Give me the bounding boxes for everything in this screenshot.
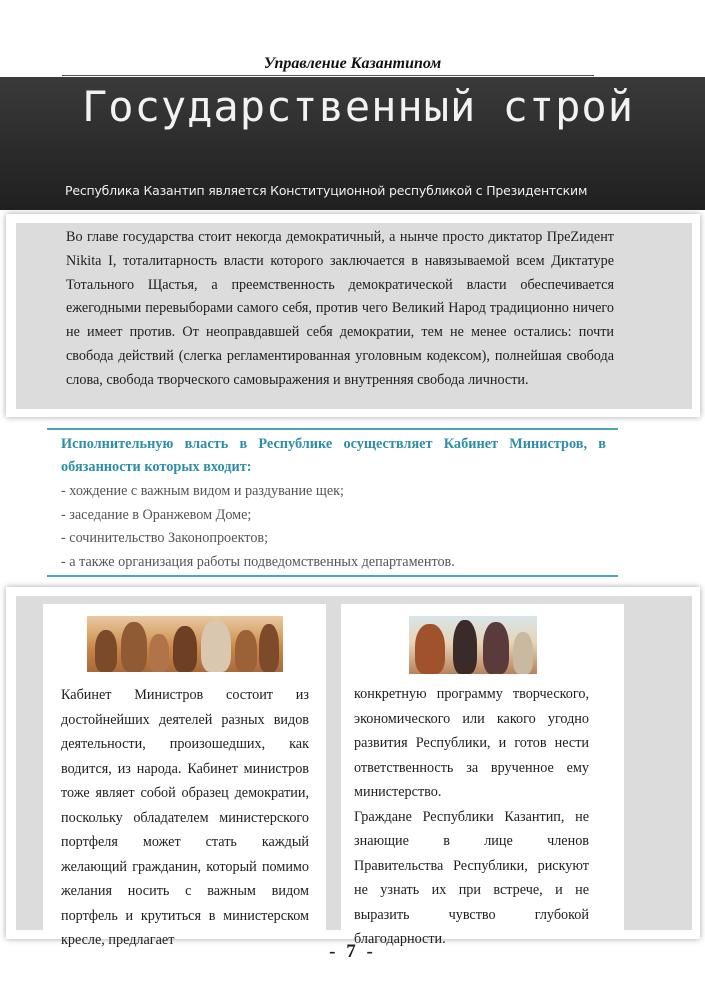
list-item: - сочинительство Законопроектов; (61, 530, 269, 546)
intro-card (6, 214, 700, 417)
intro-panel (16, 223, 692, 409)
cabinet-panel (16, 596, 692, 948)
right-column (341, 604, 624, 947)
photo-figure (259, 624, 279, 672)
photo-figure (513, 632, 533, 674)
photo-figure (121, 622, 147, 672)
page-title: Государственный строй (82, 82, 635, 131)
list-item: - хождение с важным видом и раздувание щек; (61, 483, 344, 499)
cabinet-card (6, 587, 700, 948)
photo-figure (453, 620, 477, 674)
title-banner (0, 77, 705, 210)
photo-figure (149, 634, 169, 672)
page-subtitle: Республика Казантип является Конституционной республикой с Президентским (65, 183, 588, 198)
photo-figure (483, 622, 509, 674)
list-item: - а также организация работы подведомственных департаментов. (61, 553, 455, 570)
festival-crowd-photo (87, 616, 283, 672)
photo-figure (95, 630, 117, 672)
executive-heading: Исполнительную власть в Республике осуществляет Кабинет Министров, в обязанности которых входит: (61, 436, 606, 475)
duties-list (61, 480, 606, 574)
photo-figure (201, 620, 231, 672)
section-rule-top (47, 428, 618, 430)
running-head: Управление Казантипом (263, 55, 442, 72)
left-column (43, 604, 326, 948)
festival-dancers-photo (409, 616, 537, 674)
photo-figure (173, 626, 197, 672)
section-rule-bottom (47, 575, 618, 577)
intro-paragraph: Во главе государства стоит некогда демократичный, а нынче просто диктатор ПреZидент Nikita I, тоталитарность власти которого заключается в навязываемой всем Диктатуре Тотального Щастья, а преемственность демократической власти обеспечивается ежегодными перевыборами самого себя, против чего Великий Народ традиционно ничего не имеет против. От неоправдавшей себя демократии, тем не менее остались: почти свобода действий (слегка регламентированная уголовным кодексом), полнейшая свобода слова, свобода творческого самовыражения и внутренняя свобода личности. (66, 229, 614, 388)
photo-figure (235, 630, 257, 672)
left-column-text: Кабинет Министров состоит из достойнейших деятелей разных видов деятельности, произошедших, как водится, из народа. Кабинет министров тоже являет собой образец демократии, поскольку обладателем министерского портфеля может стать каждый желающий гражданин, который помимо желания носить с важным видом портфель и крутиться в министерском кресле, предлагает (61, 687, 309, 948)
list-item: - заседание в Оранжевом Доме; (61, 506, 252, 523)
photo-figure (415, 624, 445, 674)
header-rule (62, 75, 594, 76)
right-column-paragraph: Граждане Республики Казантип, не знающие в лице членов Правительства Республики, рискуют не узнать их при встрече, и не выразить чувство глубокой благодарности. (354, 808, 589, 947)
page-number: - 7 - (329, 941, 376, 962)
right-column-text (354, 682, 589, 952)
right-column-paragraph: конкретную программу творческого, экономического или какого угодно развития Республики, и готов нести ответственность за врученное ему министерство. (354, 686, 589, 800)
